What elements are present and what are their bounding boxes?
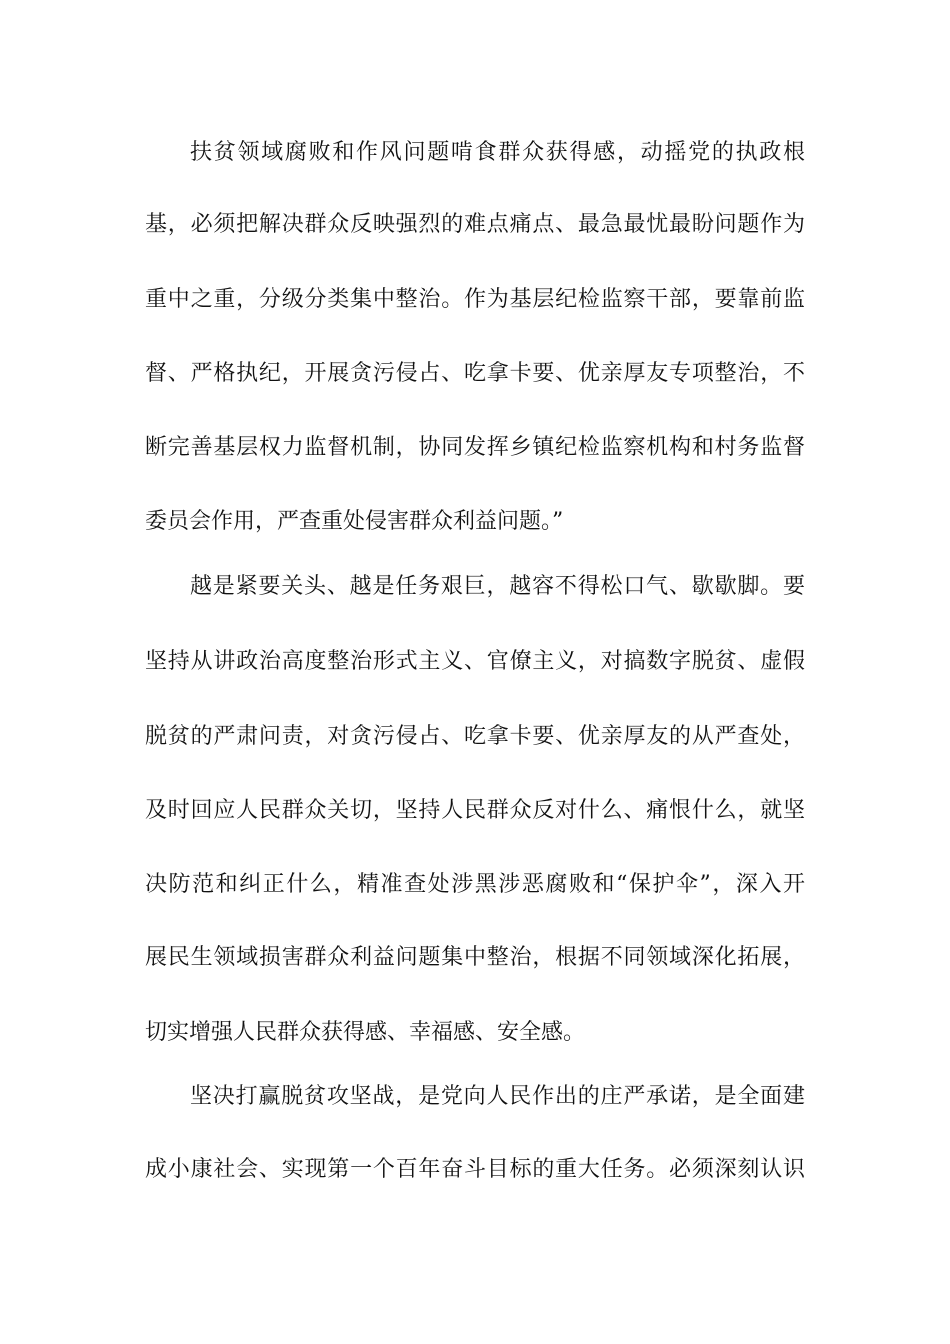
- paragraph-1-line-5: 断完善基层权力监督机制，协同发挥乡镇纪检监察机构和村务监督: [145, 435, 805, 460]
- paragraph-2-line-3: 脱贫的严肃问责，对贪污侵占、吃拿卡要、优亲厚友的从严查处，: [145, 724, 805, 749]
- paragraph-1-line-2: 基，必须把解决群众反映强烈的难点痛点、最急最忧最盼问题作为: [145, 212, 805, 237]
- paragraph-3-line-2: 成小康社会、实现第一个百年奋斗目标的重大任务。必须深刻认识: [145, 1157, 805, 1182]
- paragraph-2-line-7: 切实增强人民群众获得感、幸福感、安全感。: [145, 1020, 586, 1045]
- paragraph-2-line-2: 坚持从讲政治高度整治形式主义、官僚主义，对搞数字脱贫、虚假: [145, 649, 805, 674]
- paragraph-2-line-6: 展民生领域损害群众利益问题集中整治，根据不同领域深化拓展，: [145, 945, 805, 970]
- paragraph-3-line-1: 坚决打赢脱贫攻坚战，是党向人民作出的庄严承诺，是全面建: [190, 1084, 805, 1109]
- paragraph-1-line-6: 委员会作用，严查重处侵害群众利益问题。”: [145, 509, 564, 534]
- paragraph-2-line-1: 越是紧要关头、越是任务艰巨，越容不得松口气、歇歇脚。要: [190, 574, 805, 599]
- paragraph-2-line-5: 决防范和纠正什么，精准查处涉黑涉恶腐败和“保护伞”，深入开: [145, 872, 805, 897]
- paragraph-1-line-3: 重中之重，分级分类集中整治。作为基层纪检监察干部，要靠前监: [145, 287, 805, 312]
- paragraph-2-line-4: 及时回应人民群众关切，坚持人民群众反对什么、痛恨什么，就坚: [145, 798, 805, 823]
- paragraph-1-line-4: 督、严格执纪，开展贪污侵占、吃拿卡要、优亲厚友专项整治，不: [145, 361, 805, 386]
- paragraph-1-line-1: 扶贫领域腐败和作风问题啃食群众获得感，动摇党的执政根: [190, 140, 805, 165]
